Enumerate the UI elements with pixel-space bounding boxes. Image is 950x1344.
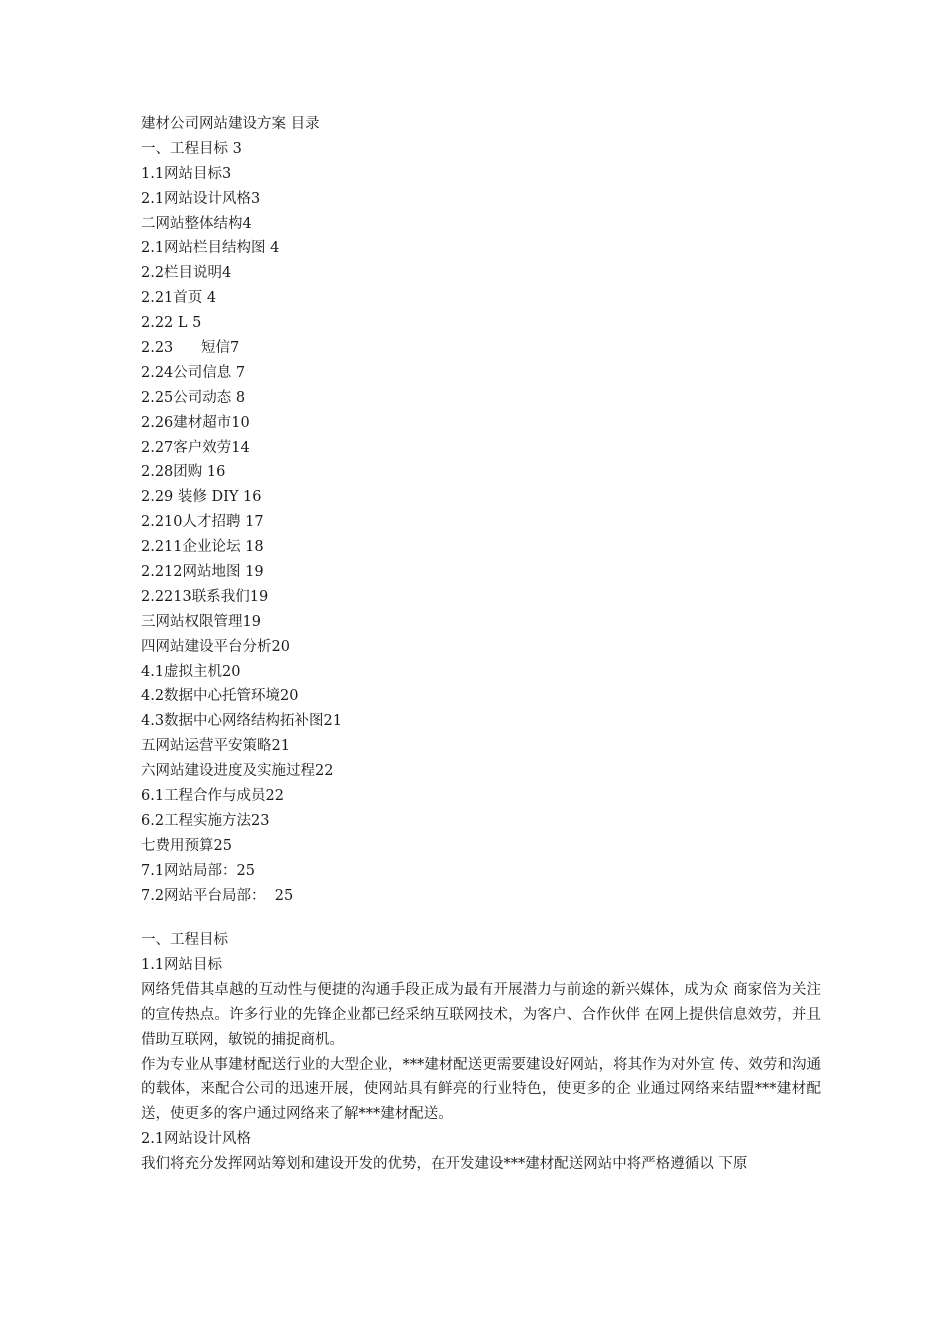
- paragraph: 网络凭借其卓越的互动性与便捷的沟通手段正成为最有开展潜力与前途的新兴媒体，成为众 商家倍为关注的宣传热点。许多行业的先锋企业都已经采纳互联网技术，为客户、合作伙伴 在网上提供信息效劳，并且借助互联网，敏锐的捕捉商机。: [141, 981, 821, 1048]
- table-of-contents: [141, 112, 821, 909]
- toc-entry: 2.29 装修 DIY 16: [141, 489, 262, 506]
- toc-entry: 2.212网站地图 19: [141, 564, 264, 581]
- toc-entry: 三网站权限管理19: [141, 613, 261, 630]
- toc-entry: 2.27客户效劳14: [141, 439, 250, 456]
- toc-entry: 2.22 L 5: [141, 315, 202, 332]
- toc-entry: 二网站整体结构4: [141, 215, 252, 232]
- toc-entry: 2.24公司信息 7: [141, 364, 246, 381]
- toc-entry: 2.23 短信7: [141, 340, 240, 357]
- paragraph: 作为专业从事建材配送行业的大型企业，***建材配送更需要建设好网站，将其作为对外宣 传、效劳和沟通的载体，来配合公司的迅速开展，使网站具有鲜亮的行业特色，使更多的企 业通过网络来结盟***建材配送，使更多的客户通过网络来了解***建材配送。: [141, 1056, 821, 1123]
- toc-entry: 6.2工程实施方法23: [141, 812, 270, 829]
- toc-entry: 一、工程目标 3: [141, 140, 242, 157]
- section-body: [141, 928, 821, 1177]
- paragraph: 我们将充分发挥网站筹划和建设开发的优势，在开发建设***建材配送网站中将严格遵循以 下原: [141, 1156, 748, 1173]
- subsection-heading: 2.1网站设计风格: [141, 1131, 252, 1148]
- toc-title: 建材公司网站建设方案 目录: [141, 116, 320, 132]
- toc-entry: 2.28团购 16: [141, 464, 226, 481]
- toc-entry: 7.2网站平台局部： 25: [141, 887, 294, 904]
- section-heading: 一、工程目标: [141, 932, 228, 948]
- toc-entry: 2.1网站设计风格3: [141, 190, 261, 207]
- toc-entry: 1.1网站目标3: [141, 165, 232, 182]
- toc-entry: 2.1网站栏目结构图 4: [141, 240, 280, 257]
- toc-entry: 2.25公司动态 8: [141, 389, 246, 406]
- toc-entry: 2.211企业论坛 18: [141, 539, 264, 556]
- toc-entry: 6.1工程合作与成员22: [141, 788, 285, 805]
- toc-entry: 4.2数据中心托管环境20: [141, 688, 299, 705]
- toc-entry: 2.26建材超市10: [141, 414, 250, 431]
- toc-entry: 7.1网站局部：25: [141, 862, 256, 879]
- toc-entry: 六网站建设进度及实施过程22: [141, 763, 334, 780]
- toc-entry: 五网站运营平安策略21: [141, 738, 290, 755]
- toc-entry: 4.3数据中心网络结构拓补图21: [141, 713, 343, 730]
- toc-entry: 四网站建设平台分析20: [141, 638, 290, 655]
- toc-entry: 2.2栏目说明4: [141, 265, 232, 282]
- toc-entry: 2.21首页 4: [141, 290, 217, 307]
- toc-entry: 2.2213联系我们19: [141, 588, 269, 605]
- toc-entry: 七费用预算25: [141, 837, 232, 854]
- toc-entry: 2.210人才招聘 17: [141, 514, 264, 531]
- subsection-heading: 1.1网站目标: [141, 956, 223, 973]
- toc-entry: 4.1虚拟主机20: [141, 663, 241, 680]
